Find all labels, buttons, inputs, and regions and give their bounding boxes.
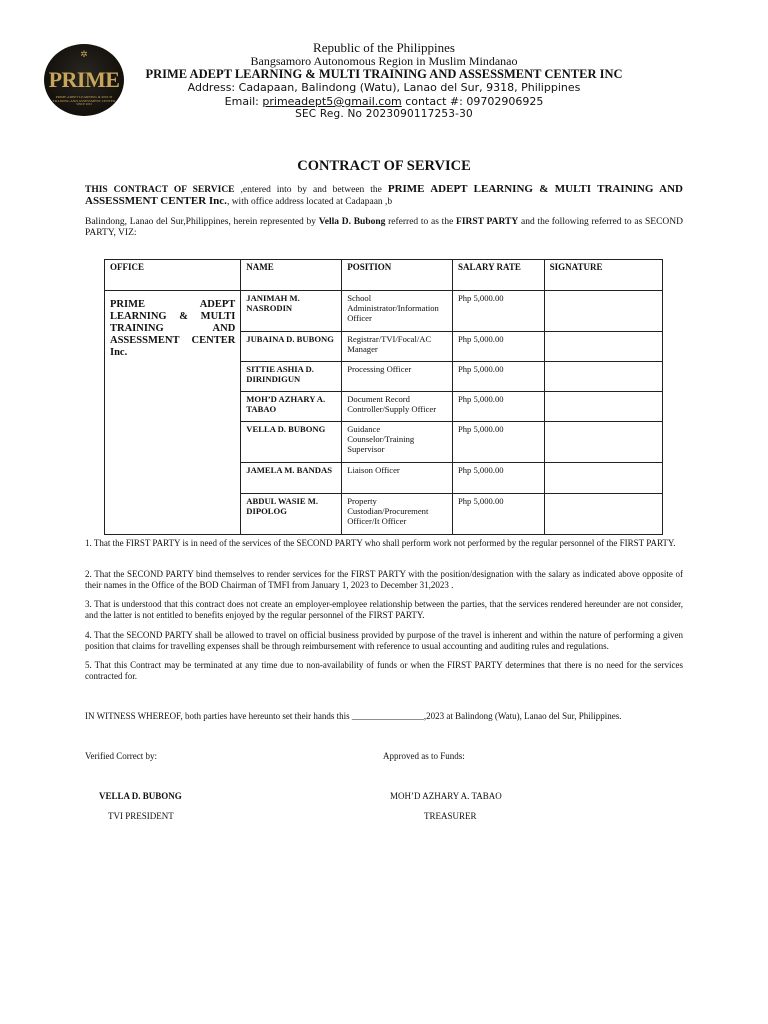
name-cell: ABDUL WASIE M. DIPOLOG [241, 494, 342, 535]
email-link[interactable]: primeadept5@gmail.com [262, 95, 402, 108]
intro-org-name: PRIME ADEPT LEARNING & MULTI TRAINING AND ASSESSMENT CENTER Inc. [85, 183, 683, 207]
witness-statement: IN WITNESS WHEREOF, both parties have hereunto set their hands this ________________,2023 at Balindong (Watu), Lanao del Sur, Philippines. [85, 711, 622, 721]
header-org-name: PRIME ADEPT LEARNING & MULTI TRAINING AND ASSESSMENT CENTER INC [145, 67, 623, 81]
position-cell: Guidance Counselor/Training Supervisor [342, 422, 453, 463]
signature-cell [544, 422, 662, 463]
col-header-name: NAME [241, 260, 342, 291]
approver-name: MOH’D AZHARY A. TABAO [390, 791, 502, 801]
table-row [105, 291, 663, 332]
contact-number: contact #: 09702906925 [401, 95, 544, 108]
logo-word: PRIME [48, 67, 120, 92]
signature-cell [544, 362, 662, 392]
table-header-row [105, 260, 663, 291]
name-cell: VELLA D. BUBONG [241, 422, 342, 463]
clause-1: 1. That the FIRST PARTY is in need of the services of the SECOND PARTY who shall perform work not performed by the regular personnel of the FIRST PARTY. [85, 538, 676, 548]
position-cell: Processing Officer [342, 362, 453, 392]
signature-cell [544, 463, 662, 494]
header-sec-reg: SEC Reg. No 2023090117253-30 [295, 108, 473, 120]
intro-text-e: Balindong, Lanao del Sur,Philippines, herein represented by [85, 217, 319, 227]
signature-cell [544, 332, 662, 362]
clause-2: 2. That the SECOND PARTY bind themselves to render services for the FIRST PARTY with the position/designation with the salary as indicated above opposite of their names in the Office of the BOD Chairman of TMFI from January 1, 2023 to December 31,2023 . [85, 569, 683, 590]
intro-text-d: , with office address located at Cadapaan ,b [226, 197, 393, 207]
clause-3: 3. That is understood that this contract does not create an employer-employee relationship between the parties, that the services rendered hereunder are not consider, and the latter is not entitled to benefits enjoyed by the regular personnel of the FIRST PARTY. [85, 599, 683, 620]
header-republic: Republic of the Philippines [313, 40, 455, 55]
col-header-signature: SIGNATURE [544, 260, 662, 291]
salary-cell: Php 5,000.00 [452, 494, 544, 535]
intro-paragraph-1 [85, 184, 683, 208]
name-cell: JAMELA M. BANDAS [241, 463, 342, 494]
office-cell: PRIME ADEPT LEARNING & MULTI TRAINING AND ASSESSMENT CENTER Inc. [105, 291, 241, 535]
name-cell: MOH’D AZHARY A. TABAO [241, 392, 342, 422]
intro-representative: Vella D. Bubong [318, 217, 386, 227]
personnel-table [104, 259, 663, 535]
name-cell: JANIMAH M. NASRODIN [241, 291, 342, 332]
salary-cell: Php 5,000.00 [452, 332, 544, 362]
name-cell: JUBAINA D. BUBONG [241, 332, 342, 362]
approver-title: TREASURER [424, 811, 477, 821]
verifier-name: VELLA D. BUBONG [99, 791, 182, 801]
email-label: Email: [224, 95, 263, 108]
header-address: Address: Cadapaan, Balindong (Watu), Lanao del Sur, 9318, Philippines [187, 81, 581, 94]
logo-emblem-icon: ✲ [80, 49, 88, 59]
signature-cell [544, 392, 662, 422]
col-header-position: POSITION [342, 260, 453, 291]
verified-label: Verified Correct by: [85, 751, 157, 761]
position-cell: School Administrator/Information Officer [342, 291, 453, 332]
position-cell: Document Record Controller/Supply Officer [342, 392, 453, 422]
clause-4: 4. That the SECOND PARTY shall be allowed to travel on official business provided by purpose of the travel is inherent and within the nature of performing a given position that claims for travelling expenses shall be through reimbursement with reference to usual accounting and auditing rules and regulations. [85, 630, 683, 651]
position-cell: Registrar/TVI/Focal/AC Manager [342, 332, 453, 362]
header-contact [0, 95, 768, 108]
signature-cell [544, 494, 662, 535]
col-header-office: OFFICE [105, 260, 241, 291]
name-cell: SITTIE ASHIA D. DIRINDIGUN [241, 362, 342, 392]
intro-paragraph-2 [85, 217, 683, 239]
signature-cell [544, 291, 662, 332]
intro-text-g: referred to as the [385, 217, 457, 227]
salary-cell: Php 5,000.00 [452, 422, 544, 463]
col-header-salary: SALARY RATE [452, 260, 544, 291]
intro-text-i: and the following referred to as SECOND PARTY, VIZ: [85, 217, 683, 238]
intro-contract-phrase: THIS CONTRACT OF SERVICE [85, 185, 235, 195]
approved-label: Approved as to Funds: [383, 751, 465, 761]
position-cell: Property Custodian/Procurement Officer/It Officer [342, 494, 453, 535]
intro-text-b: ,entered into by and between the [234, 185, 388, 195]
clause-5: 5. That this Contract may be terminated at any time due to non-availability of funds or when the FIRST PARTY determines that there is no need for the services contracted for. [85, 660, 683, 681]
logo-tagline: PRIME ADEPT LEARNING & MULTI TRAINING AND ASSESSMENT CENTER [52, 95, 116, 103]
document-title: CONTRACT OF SERVICE [297, 158, 471, 174]
header-region: Bangsamoro Autonomous Region in Muslim Mindanao [250, 54, 518, 68]
salary-cell: Php 5,000.00 [452, 392, 544, 422]
verifier-title: TVI PRESIDENT [108, 811, 174, 821]
intro-first-party: FIRST PARTY [456, 217, 519, 227]
logo-tagline-2: SINCE 2023 [76, 102, 92, 106]
salary-cell: Php 5,000.00 [452, 463, 544, 494]
salary-cell: Php 5,000.00 [452, 291, 544, 332]
salary-cell: Php 5,000.00 [452, 362, 544, 392]
position-cell: Liaison Officer [342, 463, 453, 494]
